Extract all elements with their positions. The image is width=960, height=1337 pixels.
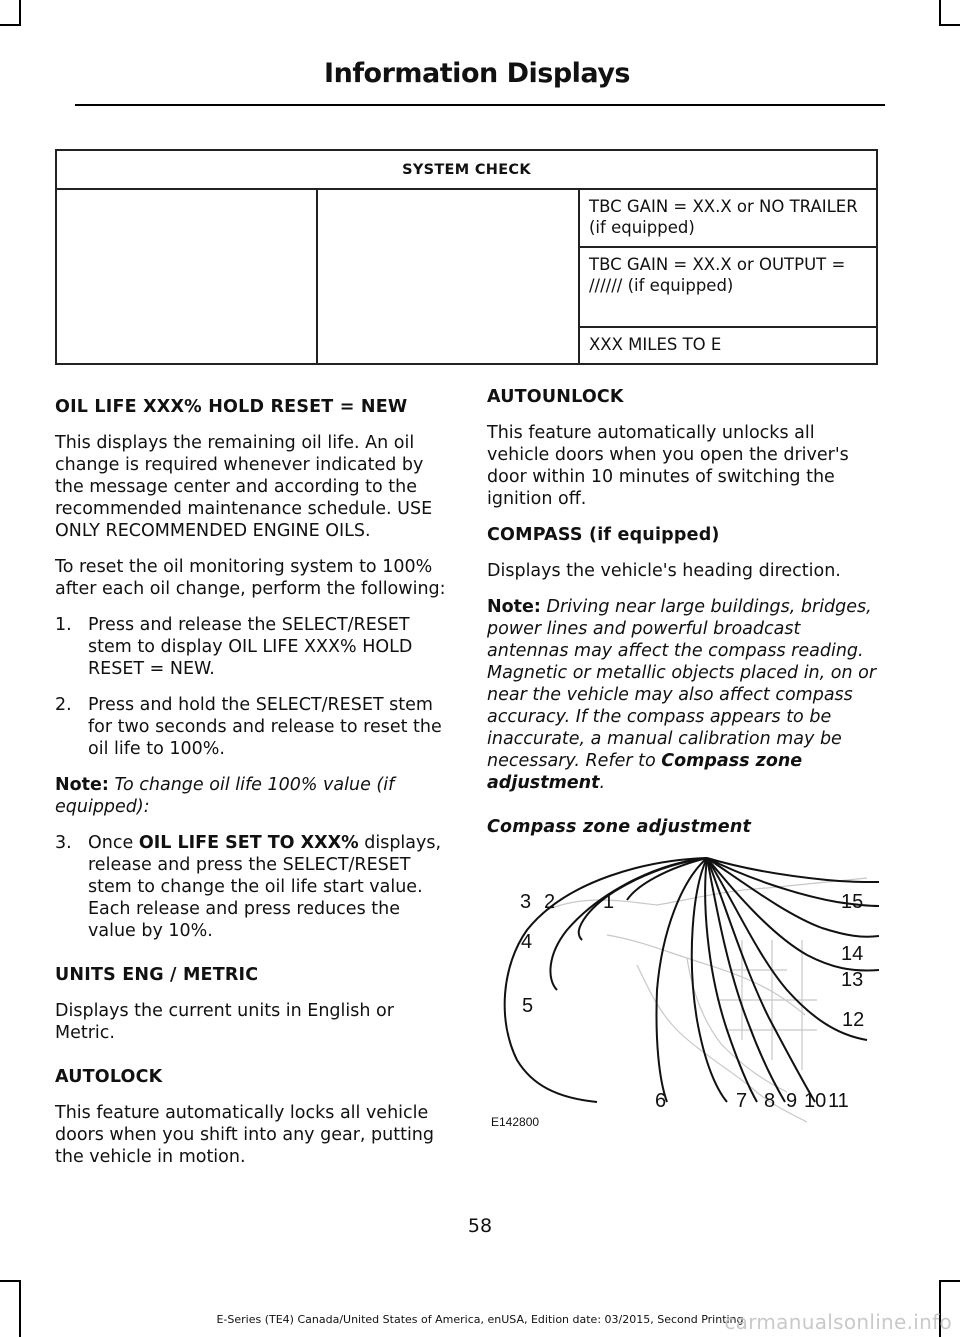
system-check-entry: XXX MILES TO E [579, 327, 877, 364]
crop-mark [0, 1280, 20, 1282]
crop-mark [19, 0, 21, 26]
autolock-body: This feature automatically locks all vehicle doors when you shift into any gear, putting the vehicle in motion. [55, 1103, 435, 1167]
watermark: carmanualsonline.info [724, 1310, 952, 1334]
oil-life-heading: OIL LIFE XXX% HOLD RESET = NEW [55, 397, 408, 417]
left-column [55, 396, 450, 1182]
step-text-bold: OIL LIFE SET TO XXX% [138, 833, 359, 853]
step-text-post: displays, release and press the SELECT/RESET stem to change the oil life start value. Each release and press reduces the value by 10%. [88, 833, 442, 941]
autolock-heading: AUTOLOCK [55, 1067, 163, 1087]
crop-mark [19, 1280, 21, 1337]
zone-label: 15 [841, 891, 864, 913]
crop-mark [0, 24, 20, 26]
zone-label: 6 [655, 1090, 667, 1112]
zone-label: 7 [736, 1090, 748, 1112]
list-item [55, 832, 450, 942]
zone-label: 1 [603, 891, 615, 913]
step-text: Press and release the SELECT/RESET stem to display OIL LIFE XXX% HOLD RESET = NEW. [88, 615, 413, 679]
step-number: 3. [55, 833, 72, 853]
footer-edition: E-Series (TE4) Canada/United States of America, enUSA, Edition date: 03/2015, Second Printing [216, 1313, 744, 1326]
compass-zone-heading: Compass zone adjustment [487, 817, 752, 837]
compass-heading: COMPASS (if equipped) [487, 525, 720, 545]
autounlock-body: This feature automatically unlocks all vehicle doors when you open the driver's door within 10 minutes of switching the ignition off. [487, 423, 849, 509]
crop-mark [940, 1280, 960, 1282]
zone-label: 2 [544, 891, 556, 913]
compass-note [487, 596, 879, 794]
zone-label: 13 [841, 969, 864, 991]
zone-label: 5 [522, 995, 534, 1017]
system-check-entry: TBC GAIN = XX.X or NO TRAILER (if equipped) [579, 189, 877, 247]
system-check-title: SYSTEM CHECK [56, 150, 877, 189]
note-label: Note: [487, 597, 541, 617]
units-body: Displays the current units in English or Metric. [55, 1001, 394, 1043]
zone-label: 11 [828, 1090, 849, 1112]
map-background [487, 840, 879, 1130]
zone-label: 4 [521, 931, 533, 953]
units-heading: UNITS ENG / METRIC [55, 965, 259, 985]
page-title: Information Displays [324, 58, 630, 89]
oil-life-body: This displays the remaining oil life. An oil change is required whenever indicated by the message center and according to the recommended maintenance schedule. USE ONLY RECOMMENDED ENGINE OILS. [55, 433, 433, 541]
right-column [487, 386, 879, 852]
page-number: 58 [467, 1215, 493, 1237]
compass-body: Displays the vehicle's heading direction. [487, 561, 841, 581]
autounlock-heading: AUTOUNLOCK [487, 387, 624, 407]
zone-label: 12 [842, 1009, 865, 1031]
list-item [55, 614, 450, 680]
zone-label: 3 [520, 891, 532, 913]
oil-life-note [55, 774, 450, 818]
zone-label: 14 [841, 943, 864, 965]
step-text-pre: Once [88, 833, 134, 853]
note-label: Note: [55, 775, 109, 795]
zone-map-graphic [487, 840, 879, 1130]
step-number: 1. [55, 615, 72, 635]
empty-cell [56, 189, 317, 364]
note-text: To change oil life 100% value (if equipped): [55, 775, 395, 817]
empty-cell [317, 189, 579, 364]
header-rule [75, 104, 885, 106]
oil-life-reset-intro: To reset the oil monitoring system to 100% after each oil change, perform the following: [55, 557, 446, 599]
note-end: . [599, 773, 606, 793]
zone-label: 9 [786, 1090, 798, 1112]
note-text: Driving near large buildings, bridges, power lines and powerful broadcast antennas may affect the compass reading. Magnetic or metallic objects placed in, on or near the vehicle may also affect compass accuracy. If the compass appears to be inaccurate, a manual calibration may be necessary. Refer to [487, 597, 877, 771]
zone-label: 10 [804, 1090, 827, 1112]
step-text: Press and hold the SELECT/RESET stem for two seconds and release to reset the oil life to 100%. [88, 695, 442, 759]
system-check-table [55, 149, 878, 365]
zone-label: 8 [764, 1090, 776, 1112]
image-id: E142800 [491, 1115, 540, 1129]
crop-mark [940, 24, 960, 26]
compass-zone-link[interactable]: Compass zone adjustment [487, 751, 803, 793]
system-check-entry: TBC GAIN = XX.X or OUTPUT = ////// (if equipped) [579, 247, 877, 327]
compass-zone-map [487, 840, 879, 1130]
crop-mark [939, 0, 941, 26]
list-item [55, 694, 450, 760]
step-number: 2. [55, 695, 72, 715]
